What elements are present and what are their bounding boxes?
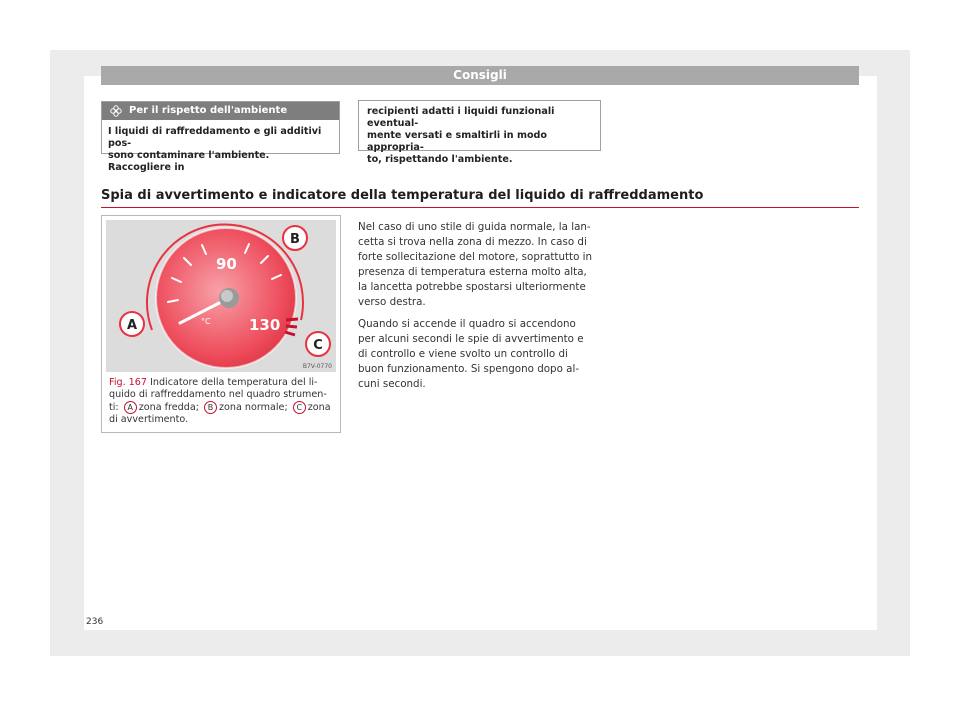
body-paragraph-1: Nel caso di uno stile di guida normale, la lan- cetta si trova nella zona di mezzo. In caso di forte sollecitazione del motore, soprattutto in presenza di temperatura esterna molto alta, la lancetta potrebbe spostarsi ulteriormente verso destra. — [358, 221, 593, 308]
gauge-unit: °C — [201, 317, 211, 326]
environment-note-continuation: recipienti adatti i liquidi funzionali eventual- mente versati e smaltirli in modo appropria- to, rispettando l'ambiente. — [358, 100, 601, 151]
caption-part-b: zona normale; — [219, 402, 288, 413]
body-text — [358, 220, 603, 399]
body-paragraph-2: Quando si accende il quadro si accendono per alcuni secondi le spie di avvertimento e di controllo e viene svolto un controllo di buon funzionamento. Si spengono dopo al- cuni secondi. — [358, 318, 584, 390]
section-title: Spia di avvertimento e indicatore della temperatura del liquido di raffreddamento — [101, 188, 859, 208]
gauge-mark-90: 90 — [216, 255, 237, 273]
environment-note — [101, 101, 340, 173]
figure-code: B7V-0770 — [302, 363, 332, 370]
caption-label-a: A — [124, 401, 137, 414]
gauge-mark-130: 130 — [249, 316, 281, 334]
caption-text: Indicatore della temperatura del li- quido di raffreddamento nel quadro strumen- ti: — [109, 377, 327, 413]
temperature-gauge-illustration — [106, 220, 336, 372]
label-c: C — [313, 338, 323, 353]
page-number: 236 — [86, 617, 104, 627]
caption-label-b: B — [204, 401, 217, 414]
figure-number: Fig. 167 — [109, 377, 147, 388]
caption-part-a: zona fredda; — [138, 402, 199, 413]
caption-label-c: C — [293, 401, 306, 414]
flower-icon — [110, 105, 122, 117]
figure-box — [101, 215, 341, 433]
environment-note-text: I liquidi di raffreddamento e gli additivi pos- sono contaminare l'ambiente. Raccogliere in — [108, 126, 322, 173]
figure-caption — [109, 377, 337, 426]
label-b: B — [290, 232, 300, 247]
environment-note-heading: Per il rispetto dell'ambiente — [129, 105, 288, 116]
label-a: A — [126, 318, 138, 333]
environment-note-header — [102, 102, 339, 120]
caption-part-c: zona di avvertimento. — [109, 402, 331, 425]
chapter-header: Consigli — [101, 66, 859, 85]
